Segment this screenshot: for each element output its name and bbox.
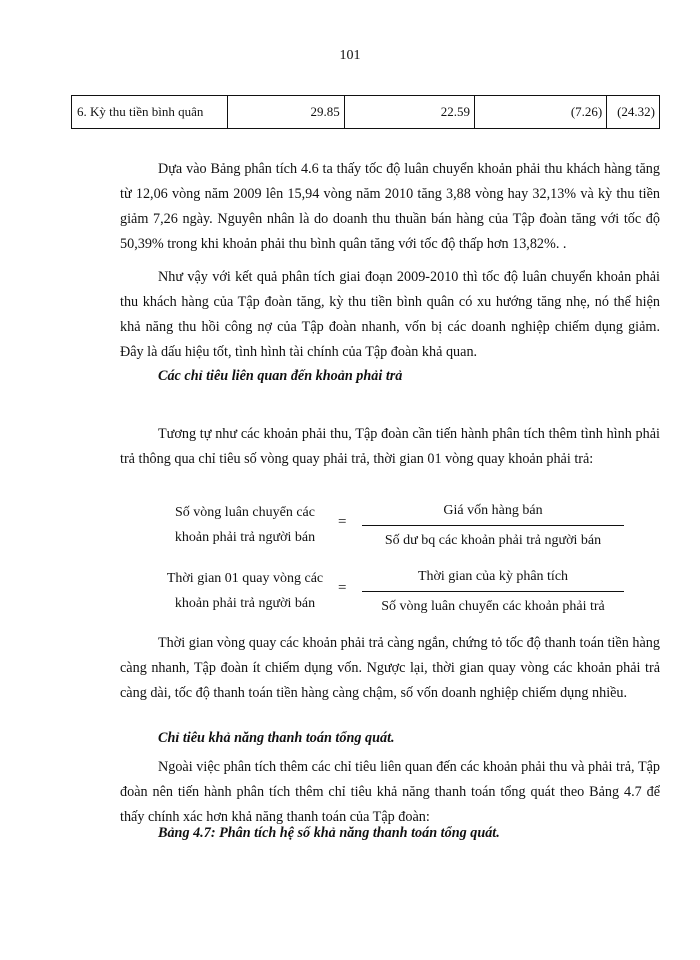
fraction xyxy=(362,500,624,552)
formula-lhs-line1: Số vòng luân chuyển các xyxy=(175,505,315,520)
paragraph-payables-period: Thời gian vòng quay các khoản phải trả càng ngắn, chứng tỏ tốc độ thanh toán tiền hàng càng nhanh, Tập đoàn ít chiếm dụng vốn. Ngược lại, thời gian quay vòng các khoản phải trả càng dài, tốc độ thanh toán tiền hàng càng chậm, số vốn doanh nghiệp chiếm dụng nhiều. xyxy=(120,635,660,701)
formula-payable-turnover xyxy=(150,500,650,556)
heading-payables: Các chỉ tiêu liên quan đến khoản phải trả xyxy=(158,368,403,384)
paragraph-receivables-analysis: Dựa vào Bảng phân tích 4.6 ta thấy tốc độ luân chuyển khoản phải thu khách hàng tăng từ 12,06 vòng năm 2009 lên 15,94 vòng năm 2010 tăng 3,88 vòng hay 32,13% và kỳ thu tiền giảm 7,26 ngày. Nguyên nhân là do doanh thu thuần bán hàng của Tập đoàn tăng với tốc độ 50,39% trong khi khoản phải thu bình quân tăng với tốc độ thấp hơn 13,82%. . xyxy=(120,161,660,252)
formula-lhs xyxy=(150,500,340,550)
denominator: Số vòng luân chuyển các khoản phải trả xyxy=(381,599,605,614)
heading-solvency: Chỉ tiêu khả năng thanh toán tổng quát. xyxy=(158,730,395,746)
paragraph-conclusion: Như vậy với kết quả phân tích giai đoạn 2009-2010 thì tốc độ luân chuyển khoản phải thu khách hàng của Tập đoàn tăng, kỳ thu tiền bình quân có xu hướng tăng nhẹ, nó thể hiện khả năng thu hồi công nợ của Tập đoàn nhanh, vốn bị các doanh nghiệp chiếm dụng giảm. Đây là dấu hiệu tốt, tình hình tài chính của Tập đoàn khả quan. xyxy=(120,269,660,360)
numerator: Thời gian của kỳ phân tích xyxy=(417,569,569,584)
value-2009: 29.85 xyxy=(227,96,344,129)
formula-lhs-line2: khoản phải trả người bán xyxy=(174,530,316,545)
equals-sign: = xyxy=(338,514,347,530)
fraction-bar xyxy=(362,525,624,526)
formula-lhs-line1: Thời gian 01 quay vòng các xyxy=(166,571,324,586)
denominator: Số dư bq các khoản phải trả người bán xyxy=(384,533,602,548)
value-2010: 22.59 xyxy=(344,96,474,129)
fraction xyxy=(362,566,624,618)
formula-lhs-line2: khoản phải trả người bán xyxy=(174,596,316,611)
formula-lhs xyxy=(150,566,340,616)
row-label: 6. Kỳ thu tiền bình quân xyxy=(72,96,228,129)
equals-sign: = xyxy=(338,580,347,596)
numerator: Giá vốn hàng bán xyxy=(443,503,543,518)
formula-payable-period xyxy=(150,566,650,622)
data-table xyxy=(71,95,660,129)
diff-percent: (24.32) xyxy=(607,96,660,129)
fraction-bar xyxy=(362,591,624,592)
table-row xyxy=(72,96,660,129)
paragraph-payables-intro: Tương tự như các khoản phải thu, Tập đoàn cần tiến hành phân tích thêm tình hình phải trả thông qua chỉ tiêu số vòng quay phải trả, thời gian 01 vòng quay khoản phải trả: xyxy=(120,426,660,467)
page-number: 101 xyxy=(339,48,361,63)
table-caption: Bảng 4.7: Phân tích hệ số khả năng thanh toán tổng quát. xyxy=(158,825,500,841)
diff-absolute: (7.26) xyxy=(475,96,607,129)
paragraph-solvency-intro: Ngoài việc phân tích thêm các chỉ tiêu liên quan đến các khoản phải thu và phải trả, Tập đoàn nên tiến hành phân tích thêm chỉ tiêu khả năng thanh toán tổng quát theo Bảng 4.7 để thấy chính xác hơn khả năng thanh toán của Tập đoàn: xyxy=(120,759,660,825)
